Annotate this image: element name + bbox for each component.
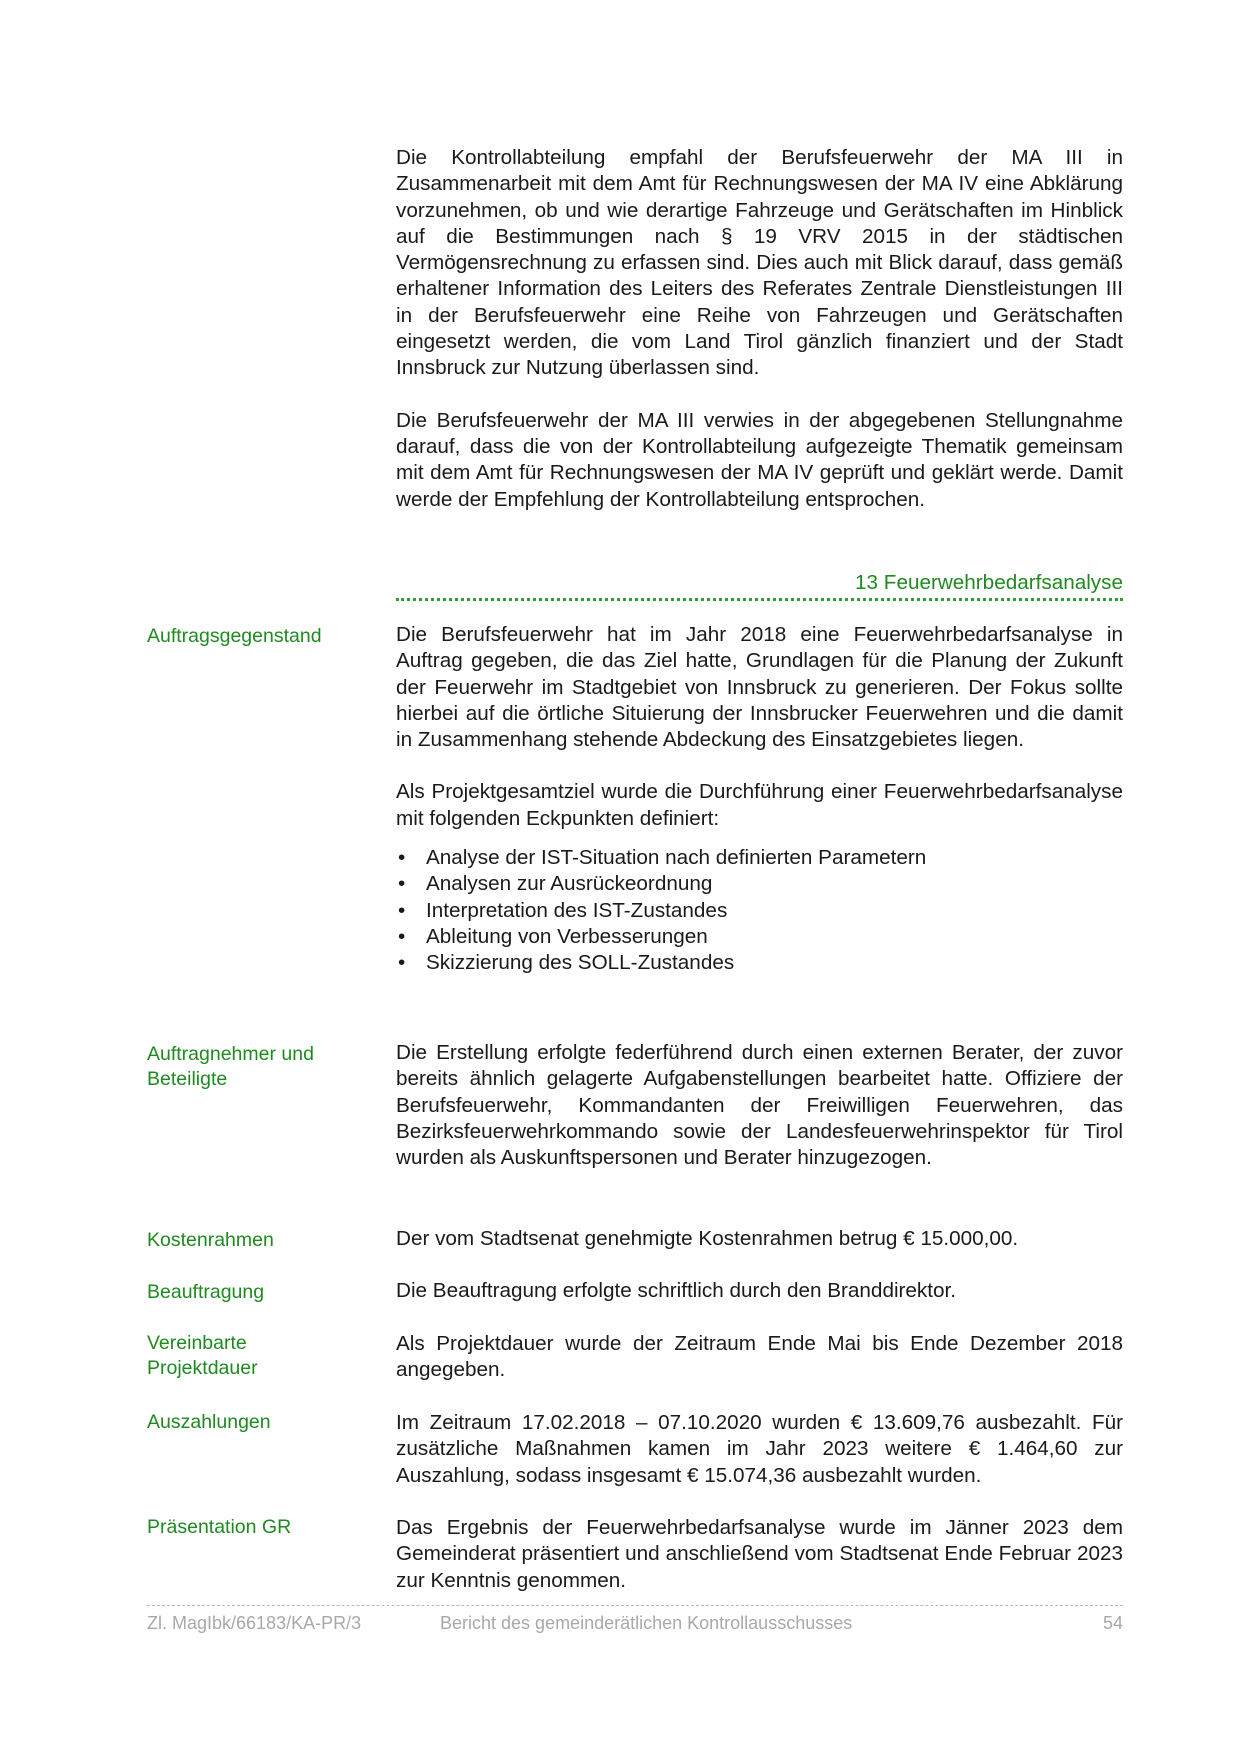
intro-paragraph-1: Die Kontrollabteilung empfahl der Berufsfeuerwehr der MA III in Zusammenarbeit mit dem Amt für Rechnungswesen der MA IV eine Abklärung vorzunehmen, ob und wie derartige Fahrzeuge und Gerätschaften im Hinblick auf die Bestimmungen nach § 19 VRV 2015 in der städtischen Vermögensrechnung zu erfassen sind. Dies auch mit Blick darauf, dass gemäß erhaltener Information des Leiters des Referates Zentrale Dienstleistungen III in der Berufsfeuerwehr eine Reihe von Fahrzeugen und Gerätschaften eingesetzt werden, die vom Land Tirol gänzlich finanziert und der Stadt Innsbruck zur Nutzung überlassen sind. bbox=[396, 146, 1123, 380]
label-auftragsgegenstand: Auftragsgegenstand bbox=[147, 625, 322, 647]
eckpunkte-list bbox=[396, 845, 1123, 976]
bullet-icon: • bbox=[398, 924, 406, 948]
list-item: • Ableitung von Verbesserungen bbox=[396, 924, 1123, 950]
text-kostenrahmen: Der vom Stadtsenat genehmigte Kostenrahmen betrug € 15.000,00. bbox=[396, 1227, 1019, 1250]
text-auszahlungen: Im Zeitraum 17.02.2018 – 07.10.2020 wurden € 13.609,76 ausbezahlt. Für zusätzliche Maßnahmen kamen im Jahr 2023 weitere € 1.464,60 zur Auszahlung, sodass insgesamt € 15.074,36 ausbezahlt wurden. bbox=[396, 1411, 1123, 1487]
section-heading-rule bbox=[396, 598, 1123, 601]
footer-rule bbox=[147, 1605, 1123, 1606]
label-kostenrahmen: Kostenrahmen bbox=[147, 1229, 274, 1251]
footer-title: Bericht des gemeinderätlichen Kontrollausschusses bbox=[440, 1613, 853, 1633]
text-projektdauer: Als Projektdauer wurde der Zeitraum Ende Mai bis Ende Dezember 2018 angegeben. bbox=[396, 1332, 1123, 1382]
auftragsgegenstand-paragraph-1: Die Berufsfeuerwehr hat im Jahr 2018 eine Feuerwehrbedarfsanalyse in Auftrag gegeben, die das Ziel hatte, Grundlagen für die Planung der Zukunft der Feuerwehr im Stadtgebiet von Innsbruck zu generieren. Der Fokus sollte hierbei auf die örtliche Situierung der Innsbrucker Feuerwehren und die damit in Zusammenhang stehende Abdeckung des Einsatzgebietes liegen. bbox=[396, 623, 1123, 752]
label-projektdauer: Vereinbarte Projektdauer bbox=[147, 1332, 258, 1379]
label-auftragnehmer: Auftragnehmer und Beteiligte bbox=[147, 1043, 314, 1090]
bullet-icon: • bbox=[398, 898, 406, 922]
label-auszahlungen: Auszahlungen bbox=[147, 1411, 271, 1433]
section-heading: 13 Feuerwehrbedarfsanalyse bbox=[855, 571, 1123, 594]
text-auftragsgegenstand bbox=[396, 622, 1123, 977]
text-auftragnehmer: Die Erstellung erfolgte federführend durch einen externen Berater, der zuvor bereits ähnlich gelagerte Aufgabenstellungen bearbeitet hatte. Offiziere der Berufsfeuerwehr, Kommandanten der Freiwilligen Feuerwehren, das Bezirksfeuerwehrkommando sowie der Landesfeuerwehrinspektor für Tirol wurden als Auskunftspersonen und Berater hinzugezogen. bbox=[396, 1041, 1123, 1170]
bullet-icon: • bbox=[398, 951, 406, 975]
label-beauftragung: Beauftragung bbox=[147, 1281, 265, 1303]
footer-reference: Zl. MagIbk/66183/KA-PR/3 bbox=[147, 1613, 362, 1633]
page-number: 54 bbox=[1102, 1613, 1123, 1633]
list-item: • Analysen zur Ausrückeordnung bbox=[396, 871, 1123, 897]
list-item: • Skizzierung des SOLL-Zustandes bbox=[396, 950, 1123, 976]
intro-paragraph-2: Die Berufsfeuerwehr der MA III verwies in der abgegebenen Stellungnahme darauf, dass die von der Kontrollabteilung aufgezeigte Thematik gemeinsam mit dem Amt für Rechnungswesen der MA IV geprüft und geklärt werde. Damit werde der Empfehlung der Kontrollabteilung entsprochen. bbox=[396, 408, 1123, 511]
label-praesentation: Präsentation GR bbox=[147, 1516, 292, 1538]
bullet-icon: • bbox=[398, 846, 406, 870]
list-item: • Interpretation des IST-Zustandes bbox=[396, 898, 1123, 924]
bullet-icon: • bbox=[398, 872, 406, 896]
text-praesentation: Das Ergebnis der Feuerwehrbedarfsanalyse wurde im Jänner 2023 dem Gemeinderat präsentiert und anschließend vom Stadtsenat Ende Februar 2023 zur Kenntnis genommen. bbox=[396, 1516, 1123, 1592]
intro-block bbox=[396, 145, 1123, 513]
list-item: • Analyse der IST-Situation nach definierten Parametern bbox=[396, 845, 1123, 871]
auftragsgegenstand-paragraph-2: Als Projektgesamtziel wurde die Durchführung einer Feuerwehrbedarfsanalyse mit folgenden Eckpunkten definiert: bbox=[396, 780, 1123, 830]
text-beauftragung: Die Beauftragung erfolgte schriftlich durch den Branddirektor. bbox=[396, 1279, 957, 1302]
